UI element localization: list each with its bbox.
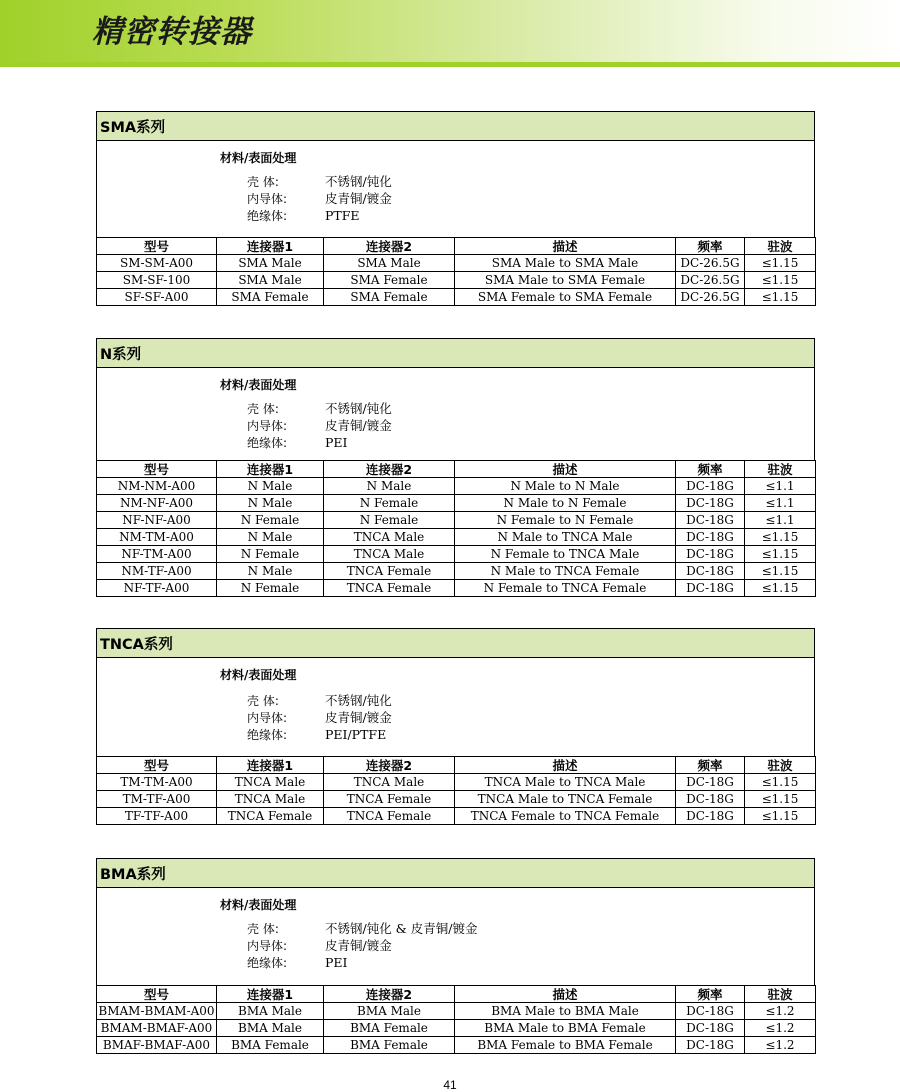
table-row <box>97 791 816 808</box>
column-header: 连接器2 <box>324 461 455 478</box>
spec-table <box>96 460 816 597</box>
table-cell: NF-TF-A00 <box>97 580 217 597</box>
material-title: 材料/表面处理 <box>220 668 297 682</box>
table-row <box>97 546 816 563</box>
section-n <box>96 338 815 597</box>
table-cell: ≤1.15 <box>745 289 816 306</box>
column-header: 连接器2 <box>324 238 455 255</box>
column-header: 连接器1 <box>217 986 324 1003</box>
table-cell: TNCA Male to TNCA Male <box>455 774 676 791</box>
table-row <box>97 1020 816 1037</box>
column-header: 描述 <box>455 757 676 774</box>
table-cell: SM-SF-100 <box>97 272 217 289</box>
table-cell: ≤1.15 <box>745 580 816 597</box>
material-block <box>96 658 815 756</box>
material-label: 绝缘体: <box>247 956 288 970</box>
material-label: 绝缘体: <box>247 728 288 742</box>
table-cell: ≤1.15 <box>745 529 816 546</box>
table-cell: BMA Male <box>324 1003 455 1020</box>
material-label: 壳 体: <box>247 922 279 936</box>
table-cell: SMA Male to SMA Male <box>455 255 676 272</box>
table-cell: TNCA Female <box>217 808 324 825</box>
table-cell: DC-26.5G <box>676 289 745 306</box>
section-sma <box>96 111 815 306</box>
table-cell: TNCA Male to TNCA Female <box>455 791 676 808</box>
table-cell: NM-TM-A00 <box>97 529 217 546</box>
material-value: PEI <box>325 955 348 970</box>
material-value: 不锈钢/钝化 <box>325 174 392 189</box>
page-title: 精密转接器 <box>92 14 252 50</box>
table-header-row <box>97 238 816 255</box>
table-cell: ≤1.15 <box>745 563 816 580</box>
table-cell: ≤1.15 <box>745 791 816 808</box>
table-cell: DC-26.5G <box>676 255 745 272</box>
table-cell: SMA Female to SMA Female <box>455 289 676 306</box>
table-cell: DC-18G <box>676 808 745 825</box>
column-header: 频率 <box>676 986 745 1003</box>
material-value: 皮青铜/镀金 <box>325 938 392 953</box>
table-cell: DC-18G <box>676 563 745 580</box>
material-row <box>247 726 386 743</box>
section-title: TNCA系列 <box>96 628 815 658</box>
table-cell: TNCA Male <box>217 774 324 791</box>
table-row <box>97 1037 816 1054</box>
column-header: 型号 <box>97 238 217 255</box>
table-cell: TNCA Male <box>324 546 455 563</box>
table-row <box>97 774 816 791</box>
material-label: 绝缘体: <box>247 209 288 223</box>
table-cell: NF-NF-A00 <box>97 512 217 529</box>
page-number: 41 <box>443 1078 457 1092</box>
material-row <box>247 417 392 434</box>
section-title: N系列 <box>96 338 815 368</box>
table-row <box>97 255 816 272</box>
column-header: 驻波 <box>745 238 816 255</box>
table-cell: TNCA Female <box>324 808 455 825</box>
table-cell: ≤1.15 <box>745 808 816 825</box>
table-cell: DC-18G <box>676 495 745 512</box>
material-block <box>96 368 815 460</box>
material-row <box>247 434 347 451</box>
table-cell: SMA Female <box>217 289 324 306</box>
table-cell: N Female to N Female <box>455 512 676 529</box>
table-cell: BMA Male <box>217 1020 324 1037</box>
material-row <box>247 954 347 971</box>
material-value: 不锈钢/钝化 <box>325 693 392 708</box>
material-value: 皮青铜/镀金 <box>325 710 392 725</box>
table-cell: SF-SF-A00 <box>97 289 217 306</box>
table-cell: BMA Female <box>217 1037 324 1054</box>
table-cell: DC-18G <box>676 512 745 529</box>
table-row <box>97 529 816 546</box>
table-cell: BMA Female to BMA Female <box>455 1037 676 1054</box>
column-header: 频率 <box>676 238 745 255</box>
column-header: 连接器1 <box>217 757 324 774</box>
material-block <box>96 141 815 237</box>
material-row <box>247 937 392 954</box>
table-cell: DC-18G <box>676 478 745 495</box>
column-header: 型号 <box>97 986 217 1003</box>
spec-table <box>96 756 816 825</box>
material-row <box>247 400 392 417</box>
column-header: 连接器2 <box>324 757 455 774</box>
material-value: 皮青铜/镀金 <box>325 418 392 433</box>
table-cell: N Female <box>217 580 324 597</box>
table-row <box>97 289 816 306</box>
table-row <box>97 808 816 825</box>
table-cell: BMA Male to BMA Male <box>455 1003 676 1020</box>
table-cell: N Male <box>324 478 455 495</box>
table-cell: TM-TF-A00 <box>97 791 217 808</box>
material-label: 内导体: <box>247 711 288 725</box>
material-label: 壳 体: <box>247 175 279 189</box>
column-header: 驻波 <box>745 986 816 1003</box>
table-cell: TF-TF-A00 <box>97 808 217 825</box>
table-cell: SM-SM-A00 <box>97 255 217 272</box>
material-label: 壳 体: <box>247 694 279 708</box>
table-cell: TNCA Female to TNCA Female <box>455 808 676 825</box>
table-cell: ≤1.2 <box>745 1003 816 1020</box>
material-value: 皮青铜/镀金 <box>325 191 392 206</box>
table-cell: DC-18G <box>676 580 745 597</box>
table-cell: DC-18G <box>676 1003 745 1020</box>
column-header: 描述 <box>455 238 676 255</box>
material-value: PEI <box>325 435 348 450</box>
table-cell: ≤1.15 <box>745 774 816 791</box>
table-cell: ≤1.2 <box>745 1020 816 1037</box>
table-cell: SMA Male <box>217 255 324 272</box>
table-cell: N Male to TNCA Male <box>455 529 676 546</box>
table-row <box>97 563 816 580</box>
material-label: 内导体: <box>247 419 288 433</box>
table-cell: N Male to TNCA Female <box>455 563 676 580</box>
table-cell: ≤1.15 <box>745 255 816 272</box>
material-title: 材料/表面处理 <box>220 151 297 165</box>
material-row <box>247 920 478 937</box>
table-cell: TM-TM-A00 <box>97 774 217 791</box>
section-bma <box>96 858 815 1054</box>
material-row <box>247 692 392 709</box>
material-row <box>247 709 392 726</box>
table-cell: TNCA Male <box>217 791 324 808</box>
table-cell: N Male <box>217 495 324 512</box>
table-header-row <box>97 461 816 478</box>
table-cell: DC-18G <box>676 529 745 546</box>
table-cell: TNCA Male <box>324 774 455 791</box>
spec-table <box>96 985 816 1054</box>
column-header: 驻波 <box>745 461 816 478</box>
header-rule <box>0 62 900 67</box>
table-cell: NM-NM-A00 <box>97 478 217 495</box>
table-cell: DC-18G <box>676 791 745 808</box>
table-cell: N Male to N Male <box>455 478 676 495</box>
table-cell: N Male to N Female <box>455 495 676 512</box>
material-title: 材料/表面处理 <box>220 898 297 912</box>
table-cell: ≤1.15 <box>745 546 816 563</box>
table-cell: TNCA Female <box>324 580 455 597</box>
table-cell: DC-18G <box>676 774 745 791</box>
material-label: 绝缘体: <box>247 436 288 450</box>
table-cell: N Female <box>217 546 324 563</box>
material-value: 不锈钢/钝化 & 皮青铜/镀金 <box>325 921 478 936</box>
table-header-row <box>97 986 816 1003</box>
table-cell: N Female <box>324 512 455 529</box>
material-row <box>247 190 392 207</box>
table-header-row <box>97 757 816 774</box>
table-cell: TNCA Male <box>324 529 455 546</box>
table-cell: NM-TF-A00 <box>97 563 217 580</box>
table-cell: DC-18G <box>676 1037 745 1054</box>
column-header: 驻波 <box>745 757 816 774</box>
table-cell: SMA Female <box>324 272 455 289</box>
table-cell: DC-18G <box>676 546 745 563</box>
table-cell: N Male <box>217 478 324 495</box>
table-cell: N Male <box>217 563 324 580</box>
column-header: 型号 <box>97 461 217 478</box>
material-title: 材料/表面处理 <box>220 378 297 392</box>
table-cell: SMA Male to SMA Female <box>455 272 676 289</box>
table-cell: TNCA Female <box>324 791 455 808</box>
table-cell: BMAM-BMAF-A00 <box>97 1020 217 1037</box>
table-cell: BMA Female <box>324 1020 455 1037</box>
table-cell: BMA Male <box>217 1003 324 1020</box>
table-row <box>97 478 816 495</box>
table-cell: DC-18G <box>676 1020 745 1037</box>
material-label: 内导体: <box>247 939 288 953</box>
material-block <box>96 888 815 985</box>
table-row <box>97 580 816 597</box>
column-header: 描述 <box>455 461 676 478</box>
section-title: SMA系列 <box>96 111 815 141</box>
column-header: 连接器2 <box>324 986 455 1003</box>
table-cell: BMAM-BMAM-A00 <box>98 1003 215 1018</box>
table-cell: N Female to TNCA Male <box>455 546 676 563</box>
table-cell: BMAF-BMAF-A00 <box>97 1037 217 1054</box>
material-value: 不锈钢/钝化 <box>325 401 392 416</box>
table-cell: ≤1.1 <box>745 495 816 512</box>
table-cell: BMA Female <box>324 1037 455 1054</box>
column-header: 频率 <box>676 461 745 478</box>
table-cell: N Female to TNCA Female <box>455 580 676 597</box>
table-cell: SMA Male <box>324 255 455 272</box>
section-tnca <box>96 628 815 825</box>
table-cell: N Female <box>324 495 455 512</box>
table-cell: TNCA Female <box>324 563 455 580</box>
column-header: 连接器1 <box>217 461 324 478</box>
spec-table <box>96 237 816 306</box>
table-row <box>97 272 816 289</box>
column-header: 型号 <box>97 757 217 774</box>
table-cell: ≤1.2 <box>745 1037 816 1054</box>
table-cell: N Male <box>217 529 324 546</box>
column-header: 频率 <box>676 757 745 774</box>
table-row <box>97 512 816 529</box>
table-cell: N Female <box>217 512 324 529</box>
table-cell: SMA Male <box>217 272 324 289</box>
table-cell: NM-NF-A00 <box>97 495 217 512</box>
material-label: 内导体: <box>247 192 288 206</box>
material-row <box>247 207 360 224</box>
material-row <box>247 173 392 190</box>
material-label: 壳 体: <box>247 402 279 416</box>
table-row <box>97 495 816 512</box>
table-cell: ≤1.15 <box>745 272 816 289</box>
material-value: PEI/PTFE <box>325 727 387 742</box>
table-cell: DC-26.5G <box>676 272 745 289</box>
table-row <box>97 1003 816 1020</box>
column-header: 描述 <box>455 986 676 1003</box>
column-header: 连接器1 <box>217 238 324 255</box>
section-title: BMA系列 <box>96 858 815 888</box>
table-cell: NF-TM-A00 <box>97 546 217 563</box>
material-value: PTFE <box>325 208 360 223</box>
table-cell: ≤1.1 <box>745 478 816 495</box>
page-header <box>0 0 900 62</box>
table-cell: BMA Male to BMA Female <box>455 1020 676 1037</box>
table-cell: SMA Female <box>324 289 455 306</box>
table-cell: ≤1.1 <box>745 512 816 529</box>
